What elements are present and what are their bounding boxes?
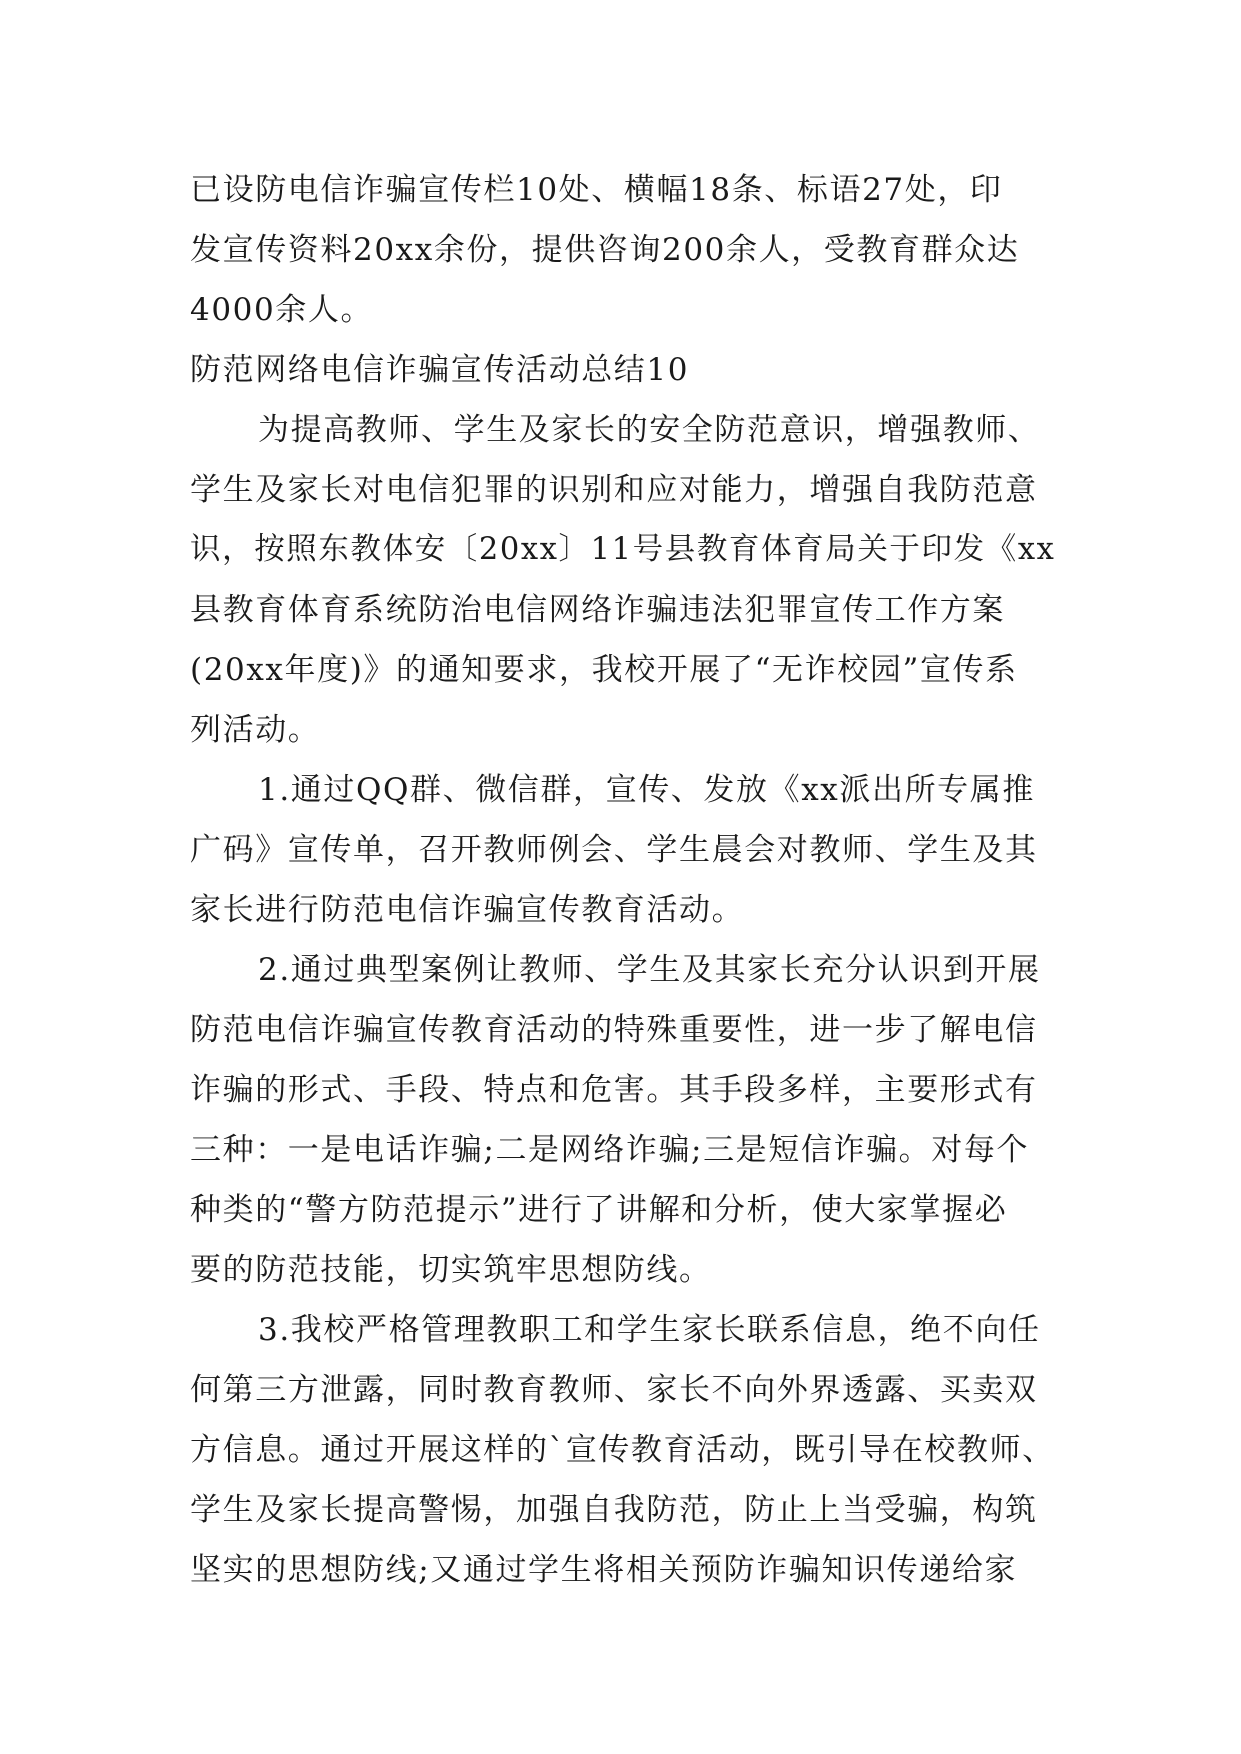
list-item-3-first-line: 3.我校严格管理教职工和学生家长联系信息，绝不向任 (258, 1312, 1041, 1348)
text-line: 防范电信诈骗宣传教育活动的特殊重要性，进一步了解电信 (190, 1012, 1038, 1048)
text-line: 县教育体育系统防治电信网络诈骗违法犯罪宣传工作方案 (190, 592, 1005, 628)
list-item-2-first-line: 2.通过典型案例让教师、学生及其家长充分认识到开展 (258, 952, 1041, 988)
text-line: 学生及家长提高警惕，加强自我防范，防止上当受骗，构筑 (190, 1492, 1038, 1528)
text-line: 已设防电信诈骗宣传栏10处、横幅18条、标语27处，印 (190, 172, 1003, 208)
text-line: 列活动。 (190, 712, 321, 748)
text-line: 坚实的思想防线;又通过学生将相关预防诈骗知识传递给家 (190, 1552, 1018, 1588)
text-line: 诈骗的形式、手段、特点和危害。其手段多样，主要形式有 (190, 1072, 1038, 1108)
text-line: 广码》宣传单，召开教师例会、学生晨会对教师、学生及其 (190, 832, 1038, 868)
text-line: 发宣传资料20xx余份，提供咨询200余人，受教育群众达 (190, 232, 1020, 268)
list-item-1-first-line: 1.通过QQ群、微信群，宣传、发放《xx派出所专属推 (258, 772, 1035, 808)
document-body (190, 160, 1060, 1600)
text-line: 三种：一是电话诈骗;二是网络诈骗;三是短信诈骗。对每个 (190, 1132, 1030, 1168)
text-line: 方信息。通过开展这样的`宣传教育活动，既引导在校教师、 (190, 1432, 1055, 1468)
paragraph-first-line: 为提高教师、学生及家长的安全防范意识，增强教师、 (258, 412, 1041, 448)
text-line: 家长进行防范电信诈骗宣传教育活动。 (190, 892, 745, 928)
text-line: 识，按照东教体安〔20xx〕11号县教育体育局关于印发《xx (190, 532, 1056, 567)
text-line: 何第三方泄露，同时教育教师、家长不向外界透露、买卖双 (190, 1372, 1038, 1408)
text-line: 要的防范技能，切实筑牢思想防线。 (190, 1252, 712, 1288)
text-line: 学生及家长对电信犯罪的识别和应对能力，增强自我防范意 (190, 472, 1038, 508)
text-line: (20xx年度)》的通知要求，我校开展了“无诈校园”宣传系 (190, 652, 1018, 688)
text-line: 4000余人。 (190, 292, 374, 328)
text-line: 种类的“警方防范提示”进行了讲解和分析，使大家掌握必 (190, 1192, 1008, 1228)
section-heading: 防范网络电信诈骗宣传活动总结10 (190, 352, 690, 388)
